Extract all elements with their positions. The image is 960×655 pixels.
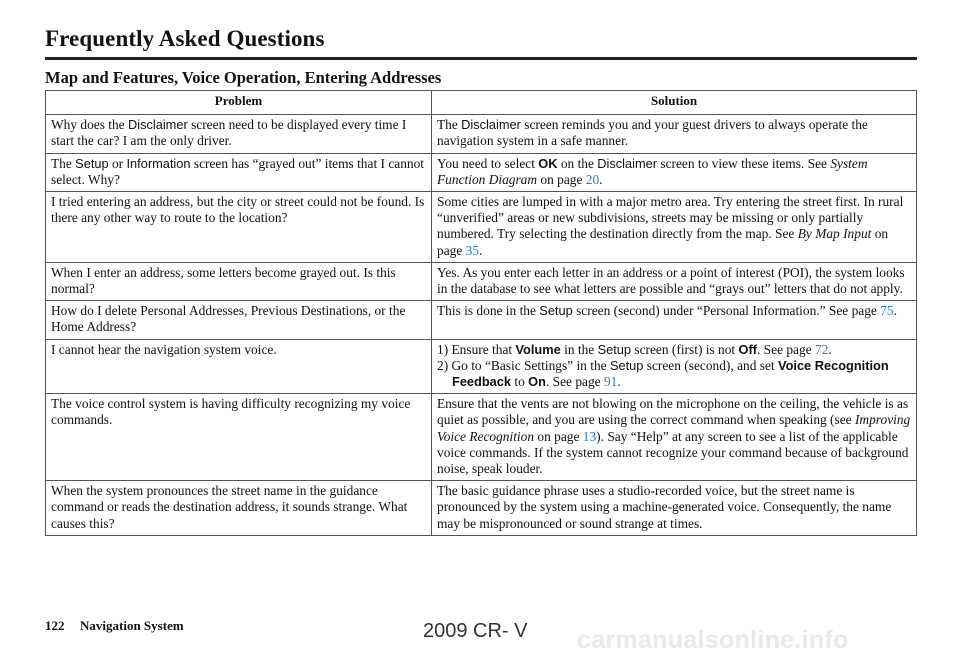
solution-step: 1) Ensure that Volume in the Setup screen (first) is not Off. See page 72.: [437, 341, 832, 357]
header-solution: Solution: [432, 91, 917, 115]
site-watermark: carmanualsonline.info: [577, 626, 849, 654]
page-number: 122: [45, 618, 65, 633]
page-link[interactable]: 91: [603, 374, 618, 390]
problem-cell: When the system pronounces the street name in the guidance command or reads the destination address, it sounds strange. What causes this?: [46, 481, 432, 536]
solution-cell: [432, 339, 917, 394]
ui-term: Off: [738, 341, 757, 357]
solution-cell: Ensure that the vents are not blowing on the microphone on the ceiling, the vehicle is as quiet as possible, and you are using the correct command when speaking (see Improving Voice Recognition on page 13). Say “Help” at any screen to see a list of the applicable voice commands. If the system cannot recognize your command because of background noise, speak louder.: [432, 394, 917, 481]
ui-term: Volume: [515, 341, 561, 357]
page-link[interactable]: 13: [582, 428, 597, 444]
page-link[interactable]: 35: [465, 242, 480, 258]
solution-cell: The basic guidance phrase uses a studio-recorded voice, but the street name is pronounced by the system using a machine-generated voice. Consequently, the name may be mispronounced or sound strange at times.: [432, 481, 917, 536]
model-watermark: 2009 CR- V: [423, 620, 528, 642]
page-title: Frequently Asked Questions: [45, 26, 325, 51]
title-rule: [45, 57, 917, 60]
cross-reference: System Function Diagram: [437, 155, 868, 187]
problem-cell: When I enter an address, some letters become grayed out. Is this normal?: [46, 262, 432, 300]
cross-reference: Improving Voice Recognition: [437, 412, 911, 444]
ui-term: Voice Recognition Feedback: [452, 357, 889, 390]
table-row: [46, 115, 917, 153]
table-row: [46, 301, 917, 339]
header-problem: Problem: [46, 91, 432, 115]
ui-term: On: [528, 374, 546, 390]
ui-term: Disclaimer: [127, 117, 188, 133]
faq-table: [45, 90, 917, 536]
ui-term: Setup: [75, 155, 109, 171]
ui-term: Disclaimer: [597, 155, 658, 171]
solution-step: 2) Go to “Basic Settings” in the Setup screen (second), and set Voice Recognition Feedback to On. See page 91.: [437, 357, 889, 390]
solution-cell: Some cities are lumped in with a major metro area. Try entering the street first. In rural “unverified” areas or new subdivisions, streets may be missing or only partially numbered. Try selecting the destination directly from the map. See By Map Input on page 35.: [432, 192, 917, 263]
ui-term: Setup: [609, 357, 644, 373]
book-name: Navigation System: [80, 618, 184, 633]
solution-cell: Yes. As you enter each letter in an address or a point of interest (POI), the system looks in the database to see what letters are possible and “grays out” letters that do not apply.: [432, 262, 917, 300]
cross-reference: By Map Input: [797, 226, 872, 242]
table-row: [46, 262, 917, 300]
solution-cell: You need to select OK on the Disclaimer screen to view these items. See System Function Diagram on page 20.: [432, 153, 917, 191]
table-row: [46, 481, 917, 536]
ui-term: Setup: [597, 341, 632, 357]
problem-cell: The voice control system is having difficulty recognizing my voice commands.: [46, 394, 432, 481]
problem-cell: The Setup or Information screen has “grayed out” items that I cannot select. Why?: [46, 153, 432, 191]
page-link[interactable]: 72: [815, 341, 829, 357]
table-row: [46, 339, 917, 394]
ui-term: OK: [538, 155, 558, 171]
solution-cell: This is done in the Setup screen (second) under “Personal Information.” See page 75.: [432, 301, 917, 339]
ui-term: Setup: [539, 303, 573, 319]
solution-cell: The Disclaimer screen reminds you and your guest drivers to always operate the navigation system in a safe manner.: [432, 115, 917, 153]
ui-term: Information: [126, 155, 191, 171]
table-row: [46, 192, 917, 263]
page-link[interactable]: 75: [880, 303, 894, 319]
page-link[interactable]: 20: [585, 171, 600, 187]
problem-cell: How do I delete Personal Addresses, Previous Destinations, or the Home Address?: [46, 301, 432, 339]
table-header-row: [46, 91, 917, 115]
problem-cell: I cannot hear the navigation system voice.: [46, 339, 432, 394]
problem-cell: Why does the Disclaimer screen need to be displayed every time I start the car? I am the only driver.: [46, 115, 432, 153]
table-row: [46, 394, 917, 481]
problem-cell: I tried entering an address, but the city or street could not be found. Is there any other way to route to the location?: [46, 192, 432, 263]
ui-term: Disclaimer: [461, 117, 521, 133]
section-heading: Map and Features, Voice Operation, Entering Addresses: [45, 68, 442, 87]
table-row: [46, 153, 917, 191]
